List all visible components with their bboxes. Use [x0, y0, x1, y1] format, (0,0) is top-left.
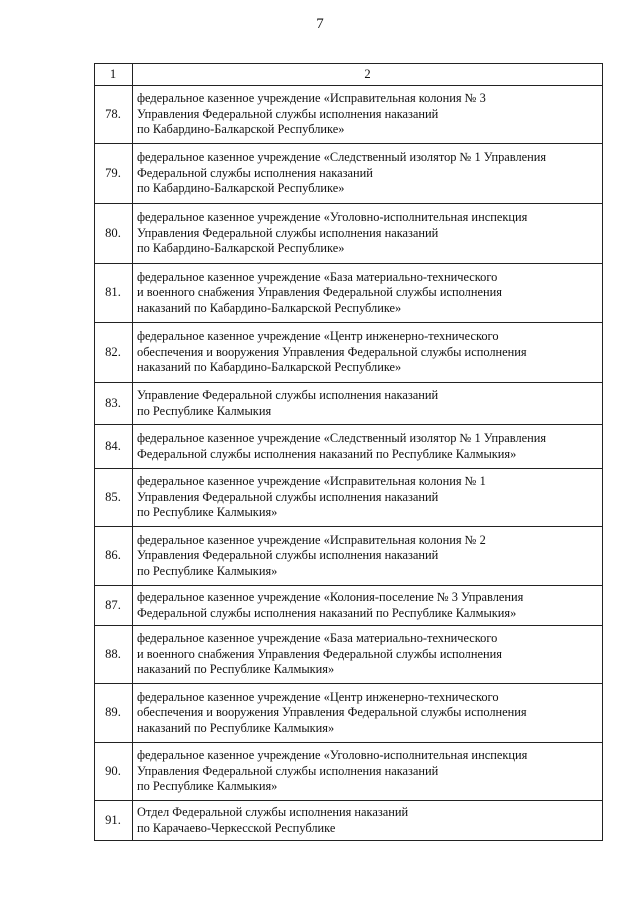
institution-name: [133, 323, 603, 383]
table-row: [95, 586, 603, 626]
page-number: 7: [316, 16, 324, 32]
institution-name: [133, 383, 603, 425]
institution-name-line: федеральное казенное учреждение «Исправительная колония № 1: [137, 474, 486, 489]
institution-name-line: федеральное казенное учреждение «Уголовно-исполнительная инспекция: [137, 210, 528, 225]
institution-name-line: федеральное казенное учреждение «База материально-технического: [137, 631, 498, 646]
institution-name-line: по Кабардино-Балкарской Республике»: [137, 241, 345, 256]
table-row: [95, 323, 603, 383]
institution-name-line: Управления Федеральной службы исполнения наказаний: [137, 106, 439, 121]
institution-name-line: Федеральной службы исполнения наказаний по Республике Калмыкия»: [137, 605, 517, 620]
row-number: 80.: [95, 204, 133, 264]
institution-name-line: по Республике Калмыкия»: [137, 563, 278, 578]
table-row: [95, 383, 603, 425]
row-number: 86.: [95, 527, 133, 586]
institution-name: [133, 86, 603, 144]
institution-name-line: Управления Федеральной службы исполнения наказаний: [137, 763, 439, 778]
row-number: 88.: [95, 626, 133, 684]
table-row: [95, 527, 603, 586]
institution-name: [133, 264, 603, 323]
institution-name: [133, 801, 603, 841]
institution-name-line: Федеральной службы исполнения наказаний: [137, 165, 373, 180]
institution-name-line: наказаний по Республике Калмыкия»: [137, 662, 335, 677]
row-number: 82.: [95, 323, 133, 383]
institution-name-line: обеспечения и вооружения Управления Федеральной службы исполнения: [137, 705, 527, 720]
institution-name-line: федеральное казенное учреждение «База материально-технического: [137, 269, 498, 284]
institution-name: [133, 586, 603, 626]
row-number: 79.: [95, 144, 133, 204]
institution-name: [133, 425, 603, 469]
institution-name-line: федеральное казенное учреждение «Следственный изолятор № 1 Управления: [137, 150, 547, 165]
row-number: 89.: [95, 684, 133, 743]
institution-name-line: наказаний по Кабардино-Балкарской Республике»: [137, 300, 402, 315]
institution-name: [133, 144, 603, 204]
table-row: [95, 469, 603, 527]
table-row: [95, 204, 603, 264]
institution-name-line: по Республике Калмыкия»: [137, 779, 278, 794]
header-column-name: 2: [133, 64, 603, 86]
table-row: [95, 684, 603, 743]
institution-name: [133, 743, 603, 801]
institution-name-line: Отдел Федеральной службы исполнения наказаний: [137, 805, 409, 820]
institution-name-line: федеральное казенное учреждение «Колония-поселение № 3 Управления: [137, 590, 524, 605]
table-header-row: [95, 64, 603, 86]
table-row: [95, 144, 603, 204]
institution-name-line: Управления Федеральной службы исполнения наказаний: [137, 225, 439, 240]
table-row: [95, 743, 603, 801]
table-body: [95, 64, 603, 841]
institutions-table: [94, 63, 603, 841]
institution-name-line: федеральное казенное учреждение «Следственный изолятор № 1 Управления: [137, 431, 547, 446]
institution-name-line: и военного снабжения Управления Федеральной службы исполнения: [137, 285, 502, 300]
institution-name-line: и военного снабжения Управления Федеральной службы исполнения: [137, 646, 502, 661]
institution-name-line: федеральное казенное учреждение «Уголовно-исполнительная инспекция: [137, 748, 528, 763]
institution-name-line: Управление Федеральной службы исполнения наказаний: [137, 388, 439, 403]
institution-name: [133, 684, 603, 743]
institution-name-line: федеральное казенное учреждение «Центр инженерно-технического: [137, 689, 499, 704]
row-number: 83.: [95, 383, 133, 425]
row-number: 81.: [95, 264, 133, 323]
institution-name-line: наказаний по Кабардино-Балкарской Республике»: [137, 360, 402, 375]
institution-name: [133, 527, 603, 586]
table-row: [95, 86, 603, 144]
row-number: 90.: [95, 743, 133, 801]
institution-name-line: Управления Федеральной службы исполнения наказаний: [137, 548, 439, 563]
institution-name: [133, 626, 603, 684]
institution-name-line: федеральное казенное учреждение «Центр инженерно-технического: [137, 329, 499, 344]
header-column-number: 1: [95, 64, 133, 86]
table-row: [95, 801, 603, 841]
row-number: 91.: [95, 801, 133, 841]
institution-name-line: федеральное казенное учреждение «Исправительная колония № 2: [137, 532, 486, 547]
institution-name: [133, 469, 603, 527]
institution-name-line: федеральное казенное учреждение «Исправительная колония № 3: [137, 91, 486, 106]
institution-name-line: по Республике Калмыкия: [137, 403, 272, 418]
institution-name: [133, 204, 603, 264]
table-row: [95, 264, 603, 323]
institution-name-line: по Карачаево-Черкесской Республике: [137, 820, 336, 835]
row-number: 85.: [95, 469, 133, 527]
table-row: [95, 626, 603, 684]
row-number: 84.: [95, 425, 133, 469]
institution-name-line: обеспечения и вооружения Управления Федеральной службы исполнения: [137, 344, 527, 359]
institution-name-line: наказаний по Республике Калмыкия»: [137, 720, 335, 735]
institution-name-line: Управления Федеральной службы исполнения наказаний: [137, 489, 439, 504]
row-number: 87.: [95, 586, 133, 626]
institution-name-line: по Кабардино-Балкарской Республике»: [137, 181, 345, 196]
row-number: 78.: [95, 86, 133, 144]
institution-name-line: по Кабардино-Балкарской Республике»: [137, 122, 345, 137]
table-row: [95, 425, 603, 469]
institution-name-line: Федеральной службы исполнения наказаний по Республике Калмыкия»: [137, 446, 517, 461]
institution-name-line: по Республике Калмыкия»: [137, 505, 278, 520]
